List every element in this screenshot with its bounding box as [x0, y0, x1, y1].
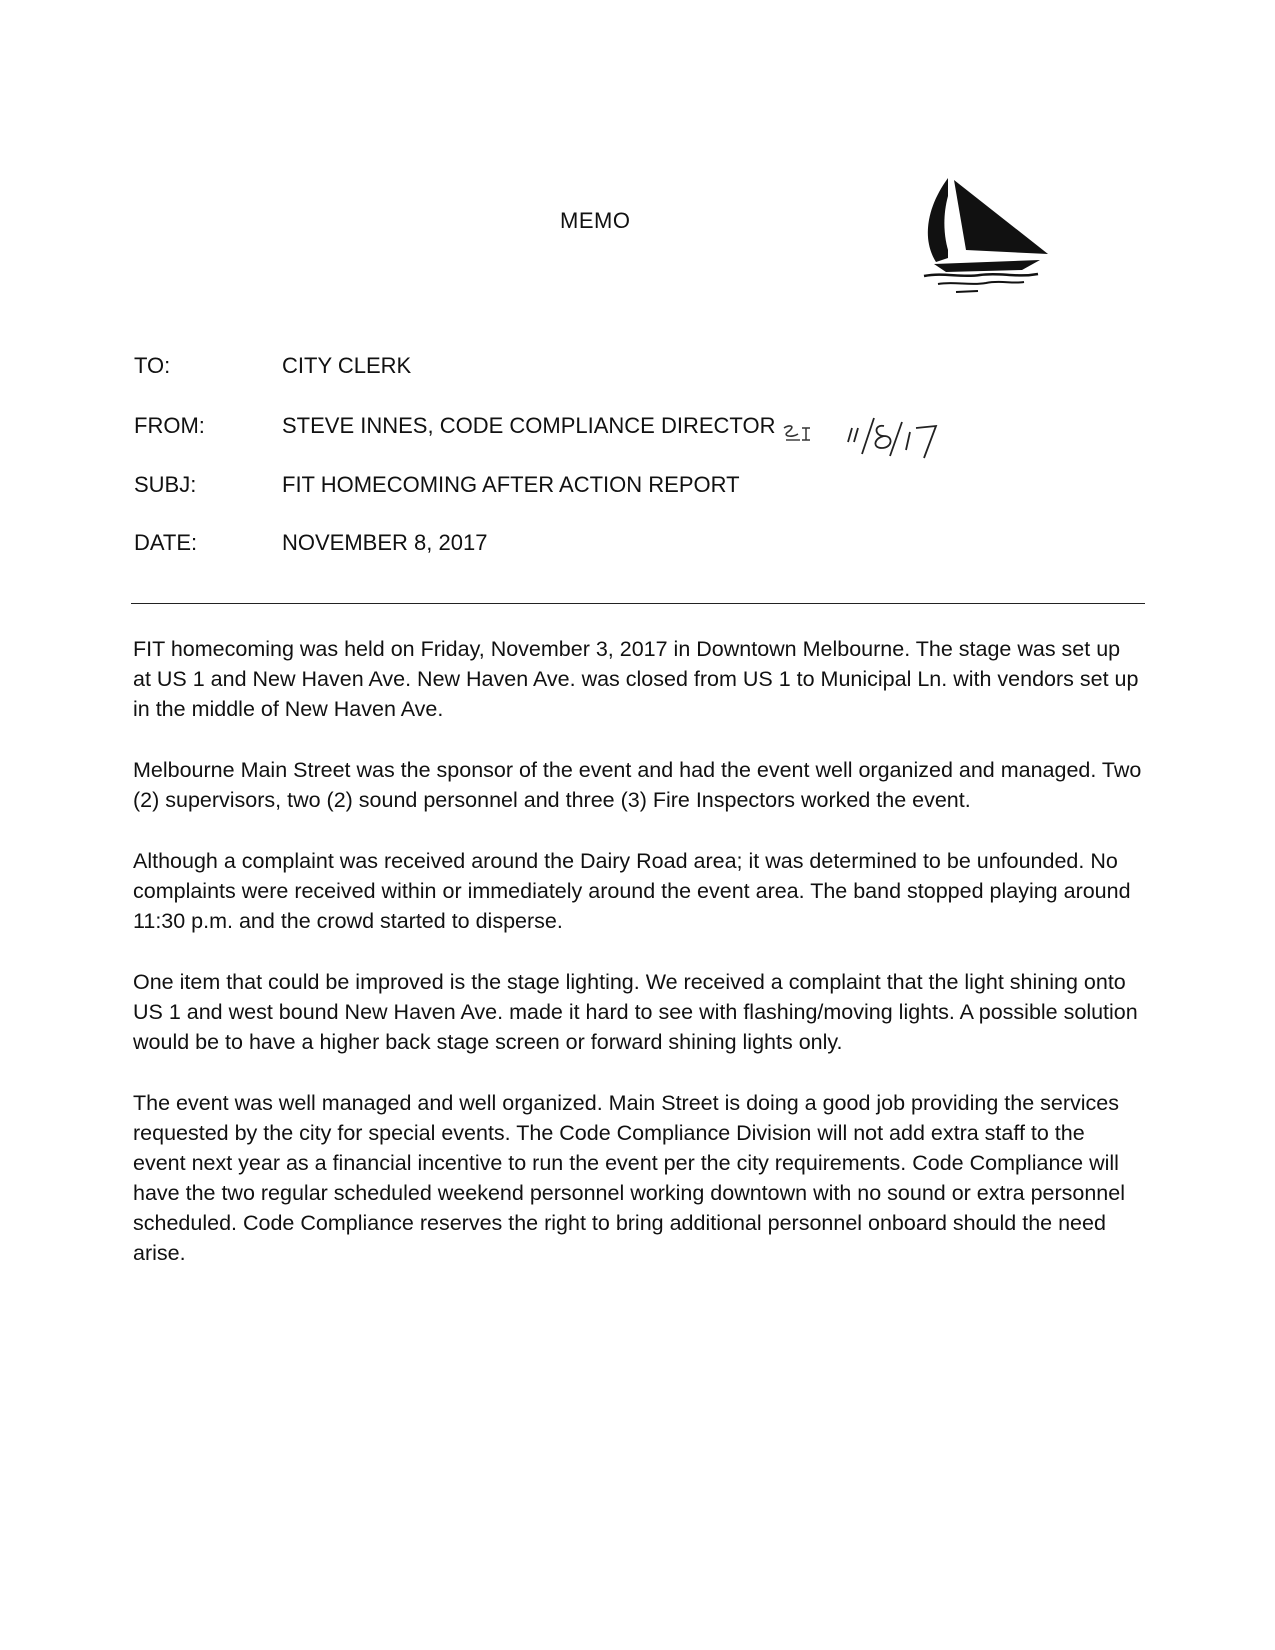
subj-value: FIT HOMECOMING AFTER ACTION REPORT — [282, 472, 740, 497]
from-label: FROM: — [134, 413, 205, 438]
sailboat-icon — [920, 178, 1060, 296]
to-label: TO: — [134, 353, 171, 378]
date-label: DATE: — [134, 530, 198, 555]
handwritten-signature — [778, 414, 958, 460]
to-value: CITY CLERK — [282, 353, 412, 378]
date-value: NOVEMBER 8, 2017 — [282, 530, 488, 555]
memo-title: MEMO — [560, 208, 631, 233]
from-value: STEVE INNES, CODE COMPLIANCE DIRECTOR — [282, 413, 776, 438]
header-divider — [131, 603, 1145, 604]
paragraph: One item that could be improved is the stage lighting. We received a complaint that the light shining onto US 1 and west bound New Haven Ave. made it hard to see with flashing/moving lights. A possible solution would be to have a higher back stage screen or forward shining lights only. — [133, 970, 1138, 1054]
paragraph: Melbourne Main Street was the sponsor of the event and had the event well organized and managed. Two (2) supervisors, two (2) sound personnel and three (3) Fire Inspectors worked the event. — [133, 758, 1142, 812]
paragraph: The event was well managed and well organized. Main Street is doing a good job providing the services requested by the city for special events. The Code Compliance Division will not add extra staff to the event next year as a financial incentive to run the event per the city requirements. Code Compliance will have the two regular scheduled weekend personnel working downtown with no sound or extra personnel scheduled. Code Compliance reserves the right to bring additional personnel onboard should the need arise. — [133, 1091, 1126, 1265]
paragraph: FIT homecoming was held on Friday, November 3, 2017 in Downtown Melbourne. The stage was set up at US 1 and New Haven Ave. New Haven Ave. was closed from US 1 to Municipal Ln. with vendors set up in the middle of New Haven Ave. — [133, 637, 1139, 721]
memo-body — [133, 634, 1143, 1299]
paragraph: Although a complaint was received around the Dairy Road area; it was determined to be unfounded. No complaints were received within or immediately around the event area. The band stopped playing around 11:30 p.m. and the crowd started to disperse. — [133, 849, 1131, 933]
subj-label: SUBJ: — [134, 472, 197, 497]
